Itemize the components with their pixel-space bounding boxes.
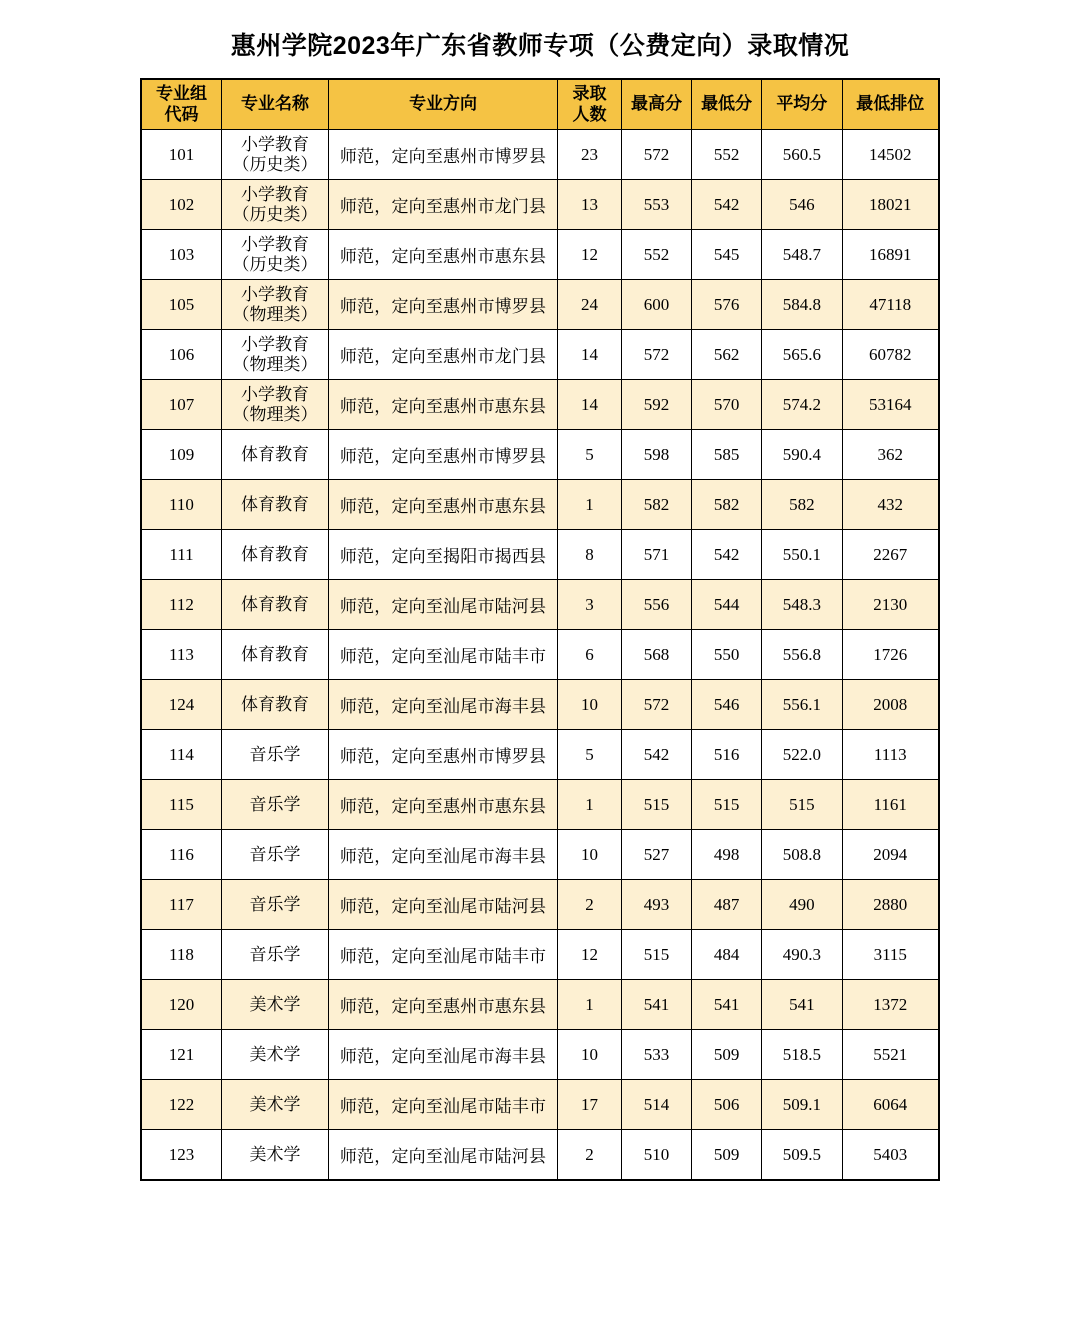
- cell-major-name: [221, 730, 328, 780]
- cell-max-score: 572: [621, 680, 691, 730]
- cell-min-rank: 60782: [842, 330, 939, 380]
- cell-avg-score: 556.1: [762, 680, 842, 730]
- cell-min-score: 484: [692, 930, 762, 980]
- cell-max-score: 542: [621, 730, 691, 780]
- cell-max-score: 515: [621, 780, 691, 830]
- cell-min-rank: 2008: [842, 680, 939, 730]
- cell-direction: 师范，定向至汕尾市陆丰市: [329, 1080, 558, 1130]
- cell-direction: 师范，定向至惠州市惠东县: [329, 230, 558, 280]
- cell-count: 10: [558, 830, 622, 880]
- cell-count: 12: [558, 230, 622, 280]
- cell-count: 14: [558, 380, 622, 430]
- cell-avg-score: 584.8: [762, 280, 842, 330]
- major-name-line1: 小学教育: [241, 135, 310, 155]
- column-header-min-score: 最低分: [692, 79, 762, 130]
- major-name-line2: （物理类）: [232, 354, 318, 374]
- cell-max-score: 598: [621, 430, 691, 480]
- cell-min-rank: 2094: [842, 830, 939, 880]
- cell-direction: 师范，定向至惠州市惠东县: [329, 780, 558, 830]
- cell-min-score: 570: [692, 380, 762, 430]
- cell-min-score: 544: [692, 580, 762, 630]
- table-row: [141, 730, 939, 780]
- cell-avg-score: 590.4: [762, 430, 842, 480]
- cell-max-score: 572: [621, 330, 691, 380]
- cell-min-rank: 16891: [842, 230, 939, 280]
- cell-max-score: 572: [621, 130, 691, 180]
- cell-major-name: [221, 630, 328, 680]
- cell-avg-score: 582: [762, 480, 842, 530]
- cell-major-name: [221, 930, 328, 980]
- cell-group-code: 118: [141, 930, 221, 980]
- cell-min-rank: 3115: [842, 930, 939, 980]
- cell-max-score: 568: [621, 630, 691, 680]
- table-row: [141, 630, 939, 680]
- cell-min-rank: 1726: [842, 630, 939, 680]
- cell-group-code: 110: [141, 480, 221, 530]
- cell-major-name: [221, 180, 328, 230]
- table-row: [141, 1080, 939, 1130]
- cell-max-score: 533: [621, 1030, 691, 1080]
- cell-count: 5: [558, 730, 622, 780]
- cell-count: 14: [558, 330, 622, 380]
- major-name-line2: （历史类）: [232, 154, 318, 174]
- cell-group-code: 121: [141, 1030, 221, 1080]
- column-header-count-line1: 录取: [572, 84, 607, 104]
- column-header-count: [558, 79, 622, 130]
- cell-count: 1: [558, 480, 622, 530]
- cell-min-score: 541: [692, 980, 762, 1030]
- cell-group-code: 112: [141, 580, 221, 630]
- cell-direction: 师范，定向至汕尾市陆河县: [329, 1130, 558, 1181]
- cell-count: 8: [558, 530, 622, 580]
- cell-major-name: [221, 830, 328, 880]
- cell-avg-score: 560.5: [762, 130, 842, 180]
- cell-min-score: 516: [692, 730, 762, 780]
- cell-major-name: [221, 480, 328, 530]
- cell-group-code: 116: [141, 830, 221, 880]
- cell-max-score: 541: [621, 980, 691, 1030]
- column-header-max-score: 最高分: [621, 79, 691, 130]
- cell-min-score: 506: [692, 1080, 762, 1130]
- table-row: [141, 380, 939, 430]
- cell-group-code: 106: [141, 330, 221, 380]
- cell-avg-score: 509.5: [762, 1130, 842, 1181]
- major-name-line1: 小学教育: [241, 185, 310, 205]
- major-name-line1: 音乐学: [249, 894, 301, 914]
- cell-count: 2: [558, 1130, 622, 1181]
- cell-direction: 师范，定向至汕尾市陆丰市: [329, 630, 558, 680]
- column-header-min-rank: 最低排位: [842, 79, 939, 130]
- major-name-line2: （历史类）: [232, 204, 318, 224]
- major-name-line1: 体育教育: [241, 644, 310, 664]
- cell-major-name: [221, 1130, 328, 1181]
- cell-max-score: 571: [621, 530, 691, 580]
- cell-avg-score: 522.0: [762, 730, 842, 780]
- column-header-code: [141, 79, 221, 130]
- major-name-line1: 小学教育: [241, 235, 310, 255]
- cell-avg-score: 509.1: [762, 1080, 842, 1130]
- cell-avg-score: 541: [762, 980, 842, 1030]
- cell-max-score: 600: [621, 280, 691, 330]
- table-row: [141, 330, 939, 380]
- cell-group-code: 107: [141, 380, 221, 430]
- cell-avg-score: 515: [762, 780, 842, 830]
- major-name-line1: 小学教育: [241, 385, 310, 405]
- cell-direction: 师范，定向至汕尾市海丰县: [329, 1030, 558, 1080]
- cell-group-code: 109: [141, 430, 221, 480]
- cell-major-name: [221, 330, 328, 380]
- cell-min-rank: 18021: [842, 180, 939, 230]
- cell-direction: 师范，定向至汕尾市陆丰市: [329, 930, 558, 980]
- major-name-line1: 音乐学: [249, 744, 301, 764]
- cell-min-score: 585: [692, 430, 762, 480]
- cell-group-code: 105: [141, 280, 221, 330]
- cell-avg-score: 574.2: [762, 380, 842, 430]
- cell-min-rank: 2130: [842, 580, 939, 630]
- cell-major-name: [221, 980, 328, 1030]
- table-row: [141, 930, 939, 980]
- cell-max-score: 592: [621, 380, 691, 430]
- cell-major-name: [221, 1080, 328, 1130]
- cell-max-score: 582: [621, 480, 691, 530]
- cell-direction: 师范，定向至惠州市博罗县: [329, 730, 558, 780]
- major-name-line1: 体育教育: [241, 594, 310, 614]
- cell-min-score: 509: [692, 1030, 762, 1080]
- cell-group-code: 124: [141, 680, 221, 730]
- table-row: [141, 130, 939, 180]
- cell-group-code: 101: [141, 130, 221, 180]
- table-row: [141, 480, 939, 530]
- cell-group-code: 103: [141, 230, 221, 280]
- cell-max-score: 527: [621, 830, 691, 880]
- major-name-line1: 美术学: [249, 1044, 301, 1064]
- cell-min-score: 582: [692, 480, 762, 530]
- cell-count: 1: [558, 780, 622, 830]
- table-row: [141, 580, 939, 630]
- cell-min-rank: 362: [842, 430, 939, 480]
- cell-count: 17: [558, 1080, 622, 1130]
- table-row: [141, 430, 939, 480]
- cell-major-name: [221, 680, 328, 730]
- major-name-line1: 小学教育: [241, 335, 310, 355]
- cell-direction: 师范，定向至汕尾市陆河县: [329, 580, 558, 630]
- table-header-row: [141, 79, 939, 130]
- column-header-avg-score: 平均分: [762, 79, 842, 130]
- major-name-line1: 体育教育: [241, 694, 310, 714]
- cell-avg-score: 565.6: [762, 330, 842, 380]
- cell-max-score: 553: [621, 180, 691, 230]
- table-container: [0, 78, 1080, 1181]
- table-row: [141, 680, 939, 730]
- major-name-line1: 体育教育: [241, 444, 310, 464]
- column-header-code-line1: 专业组: [155, 84, 207, 104]
- cell-major-name: [221, 230, 328, 280]
- cell-min-rank: 2880: [842, 880, 939, 930]
- cell-major-name: [221, 580, 328, 630]
- major-name-line1: 体育教育: [241, 544, 310, 564]
- table-row: [141, 880, 939, 930]
- cell-min-score: 562: [692, 330, 762, 380]
- table-row: [141, 530, 939, 580]
- cell-min-rank: 5521: [842, 1030, 939, 1080]
- cell-min-score: 550: [692, 630, 762, 680]
- cell-count: 12: [558, 930, 622, 980]
- cell-group-code: 123: [141, 1130, 221, 1181]
- major-name-line1: 小学教育: [241, 285, 310, 305]
- cell-max-score: 493: [621, 880, 691, 930]
- cell-min-rank: 1372: [842, 980, 939, 1030]
- cell-major-name: [221, 1030, 328, 1080]
- cell-avg-score: 548.7: [762, 230, 842, 280]
- cell-direction: 师范，定向至惠州市龙门县: [329, 180, 558, 230]
- major-name-line1: 美术学: [249, 994, 301, 1014]
- cell-direction: 师范，定向至惠州市博罗县: [329, 130, 558, 180]
- major-name-line1: 音乐学: [249, 794, 301, 814]
- cell-count: 10: [558, 680, 622, 730]
- table-row: [141, 180, 939, 230]
- cell-min-score: 498: [692, 830, 762, 880]
- cell-min-score: 509: [692, 1130, 762, 1181]
- table-row: [141, 1130, 939, 1181]
- cell-direction: 师范，定向至汕尾市海丰县: [329, 680, 558, 730]
- cell-min-rank: 432: [842, 480, 939, 530]
- cell-direction: 师范，定向至汕尾市陆河县: [329, 880, 558, 930]
- cell-direction: 师范，定向至惠州市龙门县: [329, 330, 558, 380]
- column-header-major: 专业名称: [221, 79, 328, 130]
- admission-table: [140, 78, 940, 1181]
- cell-min-score: 576: [692, 280, 762, 330]
- cell-group-code: 111: [141, 530, 221, 580]
- page-title: 惠州学院2023年广东省教师专项（公费定向）录取情况: [230, 32, 850, 60]
- cell-min-rank: 2267: [842, 530, 939, 580]
- column-header-direction: 专业方向: [329, 79, 558, 130]
- cell-max-score: 515: [621, 930, 691, 980]
- table-body: [141, 130, 939, 1181]
- cell-max-score: 552: [621, 230, 691, 280]
- cell-min-rank: 47118: [842, 280, 939, 330]
- cell-count: 2: [558, 880, 622, 930]
- cell-min-score: 542: [692, 530, 762, 580]
- cell-count: 1: [558, 980, 622, 1030]
- cell-group-code: 117: [141, 880, 221, 930]
- major-name-line1: 美术学: [249, 1094, 301, 1114]
- cell-avg-score: 550.1: [762, 530, 842, 580]
- cell-group-code: 113: [141, 630, 221, 680]
- cell-count: 13: [558, 180, 622, 230]
- cell-major-name: [221, 880, 328, 930]
- cell-min-score: 487: [692, 880, 762, 930]
- cell-group-code: 115: [141, 780, 221, 830]
- cell-min-score: 515: [692, 780, 762, 830]
- cell-count: 3: [558, 580, 622, 630]
- cell-count: 23: [558, 130, 622, 180]
- cell-direction: 师范，定向至惠州市惠东县: [329, 380, 558, 430]
- cell-avg-score: 546: [762, 180, 842, 230]
- table-header: [141, 79, 939, 130]
- cell-direction: 师范，定向至汕尾市海丰县: [329, 830, 558, 880]
- cell-group-code: 122: [141, 1080, 221, 1130]
- cell-major-name: [221, 430, 328, 480]
- cell-group-code: 102: [141, 180, 221, 230]
- major-name-line1: 体育教育: [241, 494, 310, 514]
- major-name-line1: 美术学: [249, 1144, 301, 1164]
- table-row: [141, 780, 939, 830]
- cell-count: 6: [558, 630, 622, 680]
- cell-direction: 师范，定向至揭阳市揭西县: [329, 530, 558, 580]
- cell-major-name: [221, 530, 328, 580]
- table-row: [141, 980, 939, 1030]
- cell-direction: 师范，定向至惠州市惠东县: [329, 980, 558, 1030]
- cell-min-rank: 5403: [842, 1130, 939, 1181]
- cell-max-score: 514: [621, 1080, 691, 1130]
- cell-group-code: 120: [141, 980, 221, 1030]
- cell-min-rank: 6064: [842, 1080, 939, 1130]
- cell-min-rank: 1113: [842, 730, 939, 780]
- major-name-line1: 音乐学: [249, 944, 301, 964]
- cell-avg-score: 518.5: [762, 1030, 842, 1080]
- cell-min-score: 546: [692, 680, 762, 730]
- cell-max-score: 556: [621, 580, 691, 630]
- column-header-count-line2: 人数: [572, 104, 607, 124]
- cell-min-score: 542: [692, 180, 762, 230]
- major-name-line2: （历史类）: [232, 254, 318, 274]
- cell-direction: 师范，定向至惠州市博罗县: [329, 430, 558, 480]
- cell-major-name: [221, 380, 328, 430]
- cell-avg-score: 556.8: [762, 630, 842, 680]
- column-header-code-line2: 代码: [164, 104, 199, 124]
- cell-avg-score: 490.3: [762, 930, 842, 980]
- cell-avg-score: 548.3: [762, 580, 842, 630]
- table-row: [141, 1030, 939, 1080]
- table-row: [141, 280, 939, 330]
- cell-avg-score: 490: [762, 880, 842, 930]
- cell-max-score: 510: [621, 1130, 691, 1181]
- major-name-line1: 音乐学: [249, 844, 301, 864]
- cell-count: 24: [558, 280, 622, 330]
- cell-group-code: 114: [141, 730, 221, 780]
- major-name-line2: （物理类）: [232, 404, 318, 424]
- cell-count: 5: [558, 430, 622, 480]
- cell-min-score: 545: [692, 230, 762, 280]
- major-name-line2: （物理类）: [232, 304, 318, 324]
- cell-direction: 师范，定向至惠州市博罗县: [329, 280, 558, 330]
- table-row: [141, 230, 939, 280]
- cell-min-score: 552: [692, 130, 762, 180]
- cell-min-rank: 1161: [842, 780, 939, 830]
- cell-min-rank: 14502: [842, 130, 939, 180]
- cell-min-rank: 53164: [842, 380, 939, 430]
- cell-avg-score: 508.8: [762, 830, 842, 880]
- cell-direction: 师范，定向至惠州市惠东县: [329, 480, 558, 530]
- table-row: [141, 830, 939, 880]
- cell-count: 10: [558, 1030, 622, 1080]
- cell-major-name: [221, 130, 328, 180]
- cell-major-name: [221, 280, 328, 330]
- cell-major-name: [221, 780, 328, 830]
